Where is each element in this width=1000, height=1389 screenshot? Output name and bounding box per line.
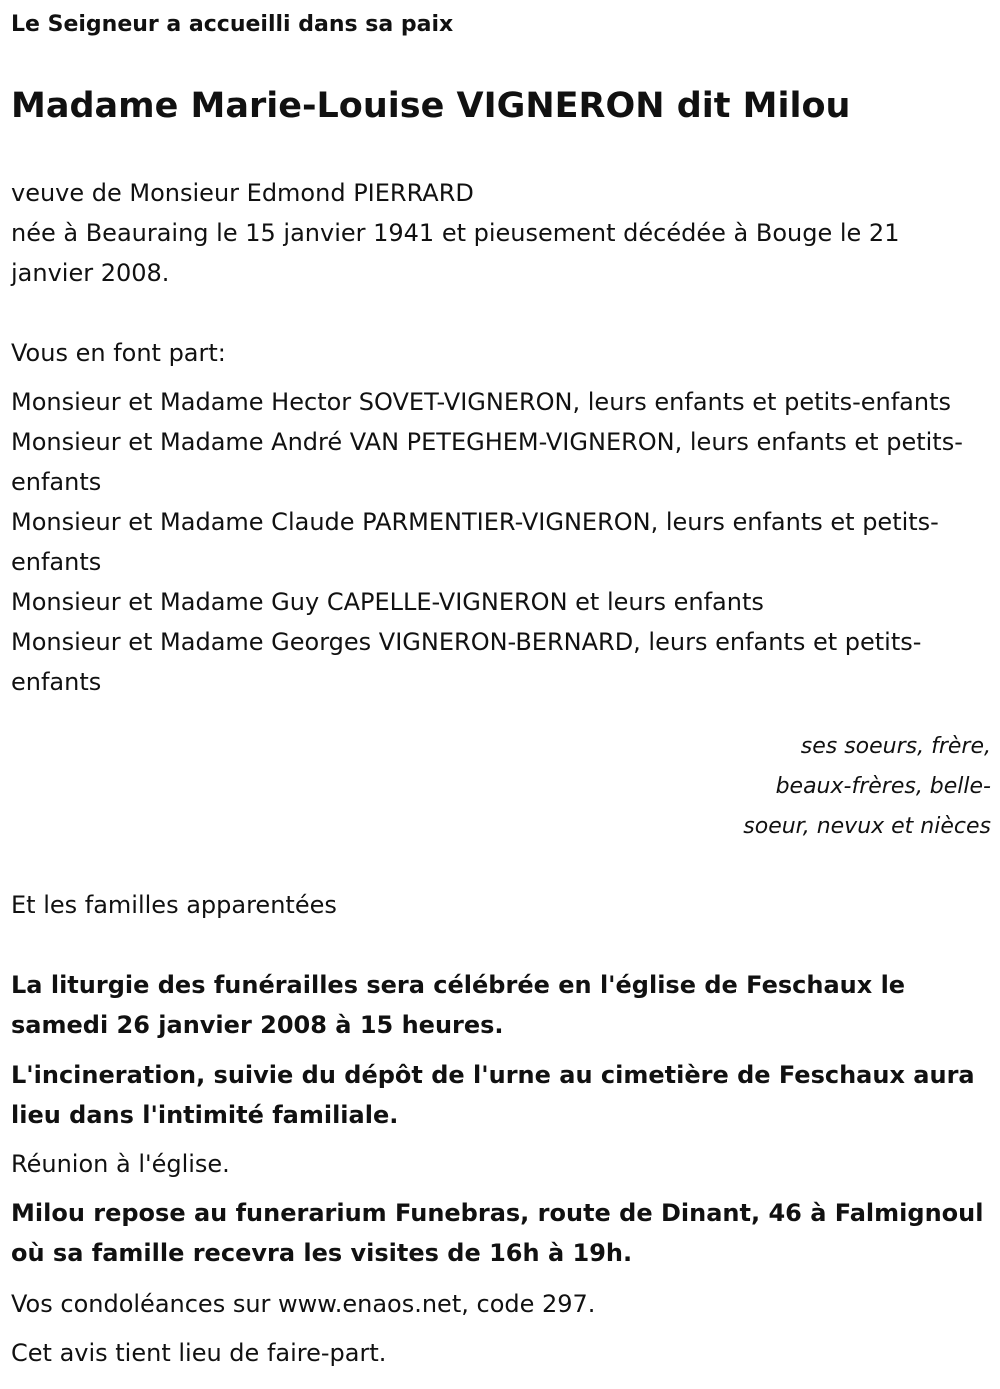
family-member: Monsieur et Madame Guy CAPELLE-VIGNERON et leurs enfants [11,588,764,616]
birth-death-line: née à Beauraing le 15 janvier 1941 et pieusement décédée à Bouge le 21 janvier 2008. [11,219,900,287]
siblings-note: ses soeurs, frère, beaux-frères, belle-soeur, nevux et nièces [743,734,991,839]
deceased-name: Madame Marie-Louise VIGNERON dit Milou [11,86,851,126]
meeting-info: Réunion à l'église. [11,1150,230,1178]
notice-info: Cet avis tient lieu de faire-part. [11,1339,387,1367]
cremation-info: L'incineration, suivie du dépôt de l'urne au cimetière de Feschaux aura lieu dans l'intimité familiale. [11,1061,975,1129]
family-member: Monsieur et Madame Georges VIGNERON-BERNARD, leurs enfants et petits-enfants [11,628,922,696]
announce-line: Vous en font part: [11,339,226,367]
intro-heading: Le Seigneur a accueilli dans sa paix [11,12,454,37]
liturgy-info: La liturgie des funérailles sera célébrée en l'église de Feschaux le samedi 26 janvier 2008 à 15 heures. [11,971,906,1039]
condolences-info: Vos condoléances sur www.enaos.net, code 297. [11,1290,596,1318]
related-families: Et les familles apparentées [11,891,337,919]
family-list [11,382,986,702]
family-member: Monsieur et Madame Hector SOVET-VIGNERON, leurs enfants et petits-enfants [11,388,952,416]
family-member: Monsieur et Madame Claude PARMENTIER-VIGNERON, leurs enfants et petits-enfants [11,508,939,576]
rest-info: Milou repose au funerarium Funebras, route de Dinant, 46 à Falmignoul où sa famille recevra les visites de 16h à 19h. [11,1199,984,1267]
family-member: Monsieur et Madame André VAN PETEGHEM-VIGNERON, leurs enfants et petits-enfants [11,428,963,496]
widow-line: veuve de Monsieur Edmond PIERRARD [11,179,474,207]
